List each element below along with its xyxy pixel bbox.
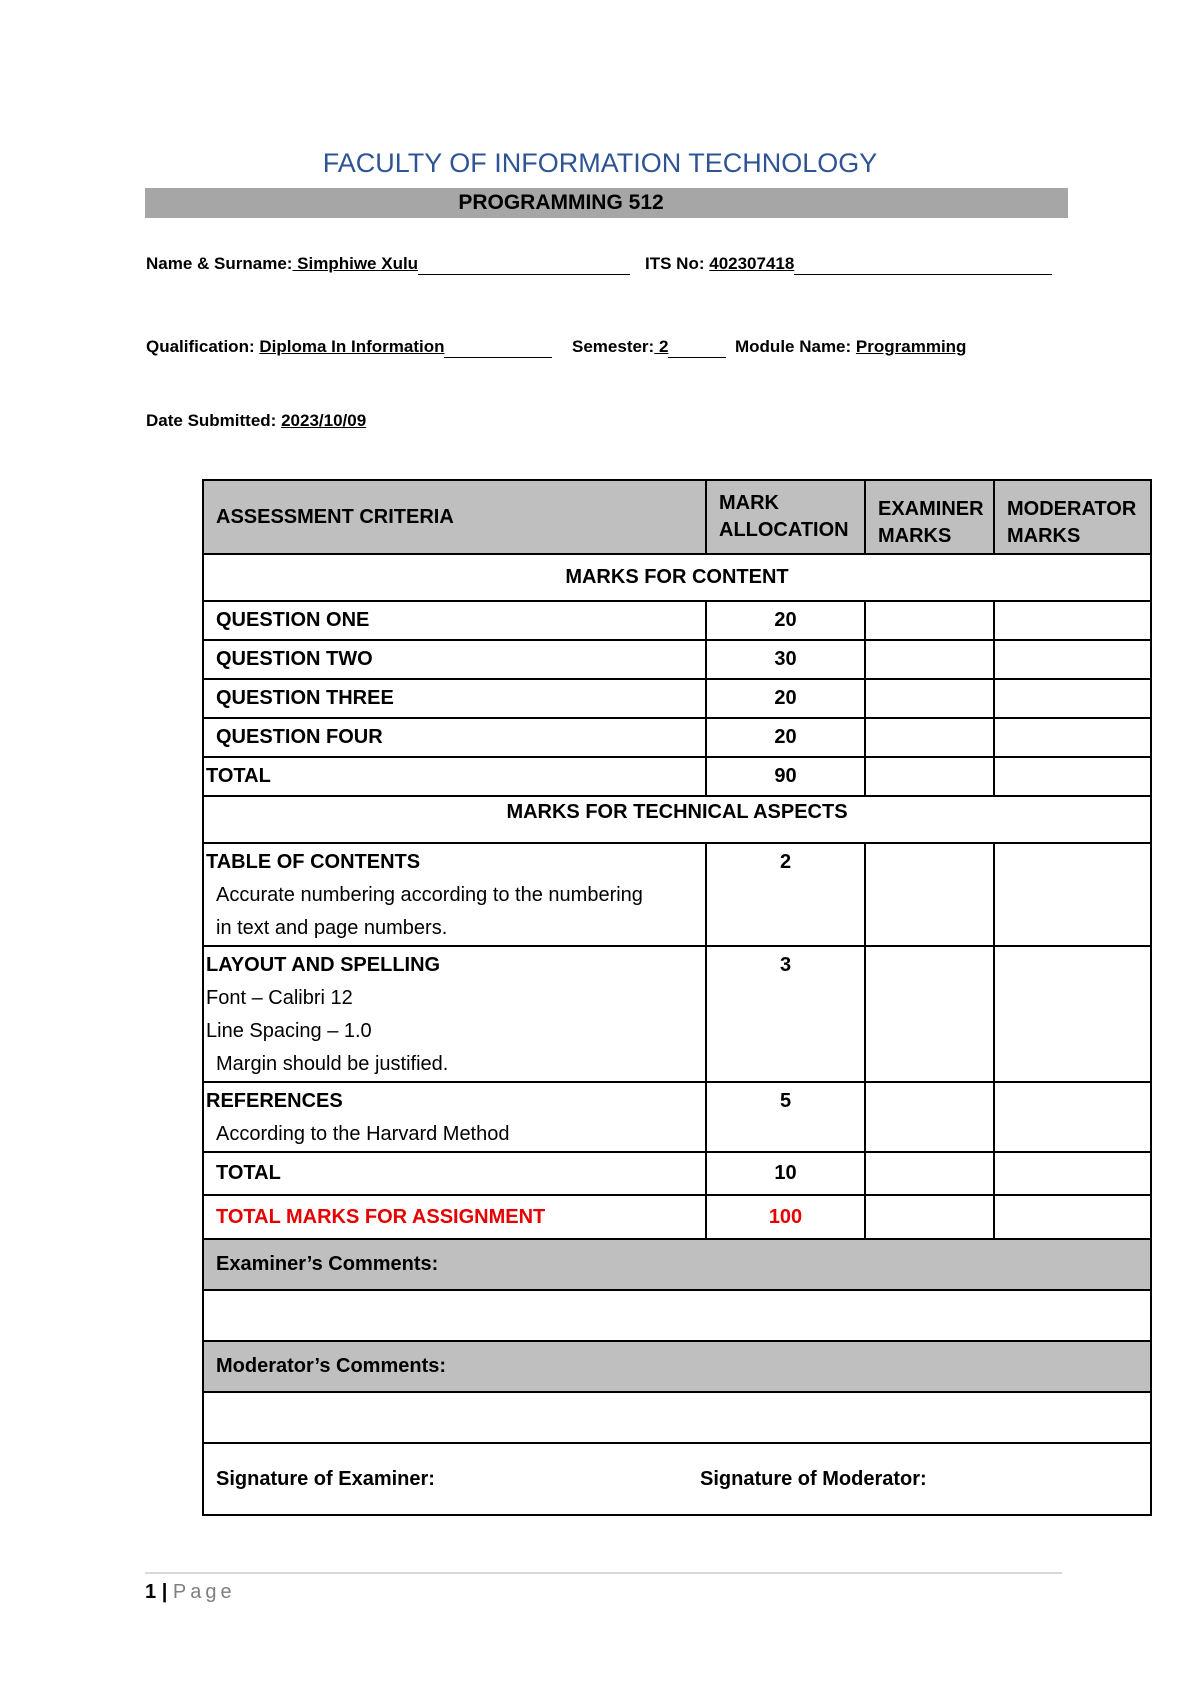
page-number: 1 bbox=[145, 1581, 157, 1603]
moderator-signature-label: Signature of Moderator: bbox=[700, 1467, 927, 1490]
content-total-row bbox=[203, 757, 1151, 796]
its-label: ITS No: bbox=[645, 254, 705, 273]
examiner-mark-cell[interactable] bbox=[865, 1082, 994, 1152]
technical-total-row bbox=[203, 1152, 1151, 1195]
header-row bbox=[203, 480, 1151, 554]
qualification-underline bbox=[444, 339, 552, 358]
examiner-mark-cell[interactable] bbox=[865, 757, 994, 796]
examiner-mark-cell[interactable] bbox=[865, 843, 994, 946]
date-label: Date Submitted: bbox=[146, 411, 277, 430]
its-row bbox=[645, 253, 1052, 275]
name-underline bbox=[418, 256, 630, 275]
examiner-comments-field[interactable] bbox=[203, 1290, 1151, 1341]
moderator-mark-cell[interactable] bbox=[994, 1082, 1151, 1152]
col-mark-allocation: MARK ALLOCATION bbox=[706, 480, 865, 554]
table-row bbox=[203, 601, 1151, 640]
mark-cell: 20 bbox=[706, 679, 865, 718]
moderator-comments-row bbox=[203, 1392, 1151, 1443]
toc-title: TABLE OF CONTENTS bbox=[206, 851, 421, 873]
layout-desc-1: Font – Calibri 12 bbox=[206, 987, 353, 1009]
page-separator: | bbox=[161, 1581, 168, 1603]
moderator-mark-cell[interactable] bbox=[994, 718, 1151, 757]
module-label: Module Name: bbox=[735, 337, 852, 356]
examiner-comments-label: Examiner’s Comments: bbox=[203, 1239, 1151, 1290]
moderator-comments-field[interactable] bbox=[203, 1392, 1151, 1443]
grand-total-label: TOTAL MARKS FOR ASSIGNMENT bbox=[203, 1195, 706, 1239]
references-mark: 5 bbox=[706, 1082, 865, 1152]
qualification-label: Qualification: bbox=[146, 337, 255, 356]
references-desc: According to the Harvard Method bbox=[216, 1123, 510, 1145]
layout-criteria bbox=[203, 946, 706, 1082]
moderator-mark-cell[interactable] bbox=[994, 1152, 1151, 1195]
technical-section-row bbox=[203, 796, 1151, 843]
moderator-mark-cell[interactable] bbox=[994, 601, 1151, 640]
module-code: PROGRAMMING 512 bbox=[458, 191, 664, 214]
layout-title: LAYOUT AND SPELLING bbox=[206, 954, 441, 976]
semester-row bbox=[572, 336, 726, 358]
examiner-comments-header bbox=[203, 1239, 1151, 1290]
examiner-mark-cell[interactable] bbox=[865, 679, 994, 718]
content-section-title: MARKS FOR CONTENT bbox=[203, 554, 1151, 601]
layout-desc-3: Margin should be justified. bbox=[216, 1053, 449, 1075]
technical-total-mark: 10 bbox=[706, 1152, 865, 1195]
moderator-mark-cell[interactable] bbox=[994, 757, 1151, 796]
its-value: 402307418 bbox=[709, 254, 795, 273]
mark-cell: 30 bbox=[706, 640, 865, 679]
references-title: REFERENCES bbox=[206, 1090, 343, 1112]
signature-cell[interactable] bbox=[203, 1443, 1151, 1515]
table-row bbox=[203, 640, 1151, 679]
examiner-mark-cell[interactable] bbox=[865, 1195, 994, 1239]
semester-underline bbox=[668, 339, 726, 358]
technical-section-title: MARKS FOR TECHNICAL ASPECTS bbox=[203, 796, 1151, 843]
examiner-comments-row bbox=[203, 1290, 1151, 1341]
table-row bbox=[203, 718, 1151, 757]
moderator-comments-label: Moderator’s Comments: bbox=[203, 1341, 1151, 1392]
moderator-mark-cell[interactable] bbox=[994, 640, 1151, 679]
examiner-mark-cell[interactable] bbox=[865, 640, 994, 679]
toc-row bbox=[203, 843, 1151, 946]
moderator-mark-cell[interactable] bbox=[994, 946, 1151, 1082]
assessment-table bbox=[202, 479, 1152, 1516]
name-value: Simphiwe Xulu bbox=[292, 254, 419, 273]
semester-label: Semester: bbox=[572, 337, 655, 356]
col-examiner-marks: EXAMINER MARKS bbox=[865, 480, 994, 554]
its-underline bbox=[794, 256, 1052, 275]
footer-rule bbox=[145, 1572, 1062, 1574]
mark-cell: 20 bbox=[706, 718, 865, 757]
moderator-mark-cell[interactable] bbox=[994, 679, 1151, 718]
faculty-title: FACULTY OF INFORMATION TECHNOLOGY bbox=[322, 148, 878, 178]
name-row bbox=[146, 253, 630, 275]
col-moderator-marks: MODERATOR MARKS bbox=[994, 480, 1151, 554]
name-label: Name & Surname: bbox=[146, 254, 293, 273]
toc-mark: 2 bbox=[706, 843, 865, 946]
qualification-row bbox=[146, 336, 552, 358]
module-row bbox=[735, 336, 966, 358]
criteria-cell: QUESTION THREE bbox=[203, 679, 706, 718]
layout-row bbox=[203, 946, 1151, 1082]
signature-row bbox=[203, 1443, 1151, 1515]
page-word: Page bbox=[172, 1581, 236, 1603]
moderator-mark-cell[interactable] bbox=[994, 1195, 1151, 1239]
criteria-cell: QUESTION TWO bbox=[203, 640, 706, 679]
toc-desc-1: Accurate numbering according to the numbering bbox=[216, 884, 643, 906]
examiner-mark-cell[interactable] bbox=[865, 718, 994, 757]
criteria-cell: QUESTION FOUR bbox=[203, 718, 706, 757]
references-criteria bbox=[203, 1082, 706, 1152]
moderator-mark-cell[interactable] bbox=[994, 843, 1151, 946]
toc-desc-2: in text and page numbers. bbox=[216, 917, 448, 939]
examiner-signature-label: Signature of Examiner: bbox=[216, 1467, 435, 1490]
date-value: 2023/10/09 bbox=[281, 411, 367, 430]
examiner-mark-cell[interactable] bbox=[865, 946, 994, 1082]
col-criteria: ASSESSMENT CRITERIA bbox=[203, 480, 706, 554]
examiner-mark-cell[interactable] bbox=[865, 1152, 994, 1195]
layout-desc-2: Line Spacing – 1.0 bbox=[206, 1020, 372, 1042]
page-footer bbox=[145, 1581, 236, 1604]
grand-total-row bbox=[203, 1195, 1151, 1239]
content-total-mark: 90 bbox=[706, 757, 865, 796]
toc-criteria bbox=[203, 843, 706, 946]
references-row bbox=[203, 1082, 1151, 1152]
grand-total-mark: 100 bbox=[706, 1195, 865, 1239]
content-section-row bbox=[203, 554, 1151, 601]
technical-total-label: TOTAL bbox=[203, 1152, 706, 1195]
mark-cell: 20 bbox=[706, 601, 865, 640]
table-row bbox=[203, 679, 1151, 718]
content-total-label: TOTAL bbox=[203, 757, 706, 796]
examiner-mark-cell[interactable] bbox=[865, 601, 994, 640]
moderator-comments-header bbox=[203, 1341, 1151, 1392]
semester-value: 2 bbox=[654, 337, 669, 356]
module-value: Programming bbox=[855, 337, 967, 356]
criteria-cell: QUESTION ONE bbox=[203, 601, 706, 640]
date-row bbox=[146, 410, 366, 432]
layout-mark: 3 bbox=[706, 946, 865, 1082]
qualification-value: Diploma In Information bbox=[259, 337, 445, 356]
